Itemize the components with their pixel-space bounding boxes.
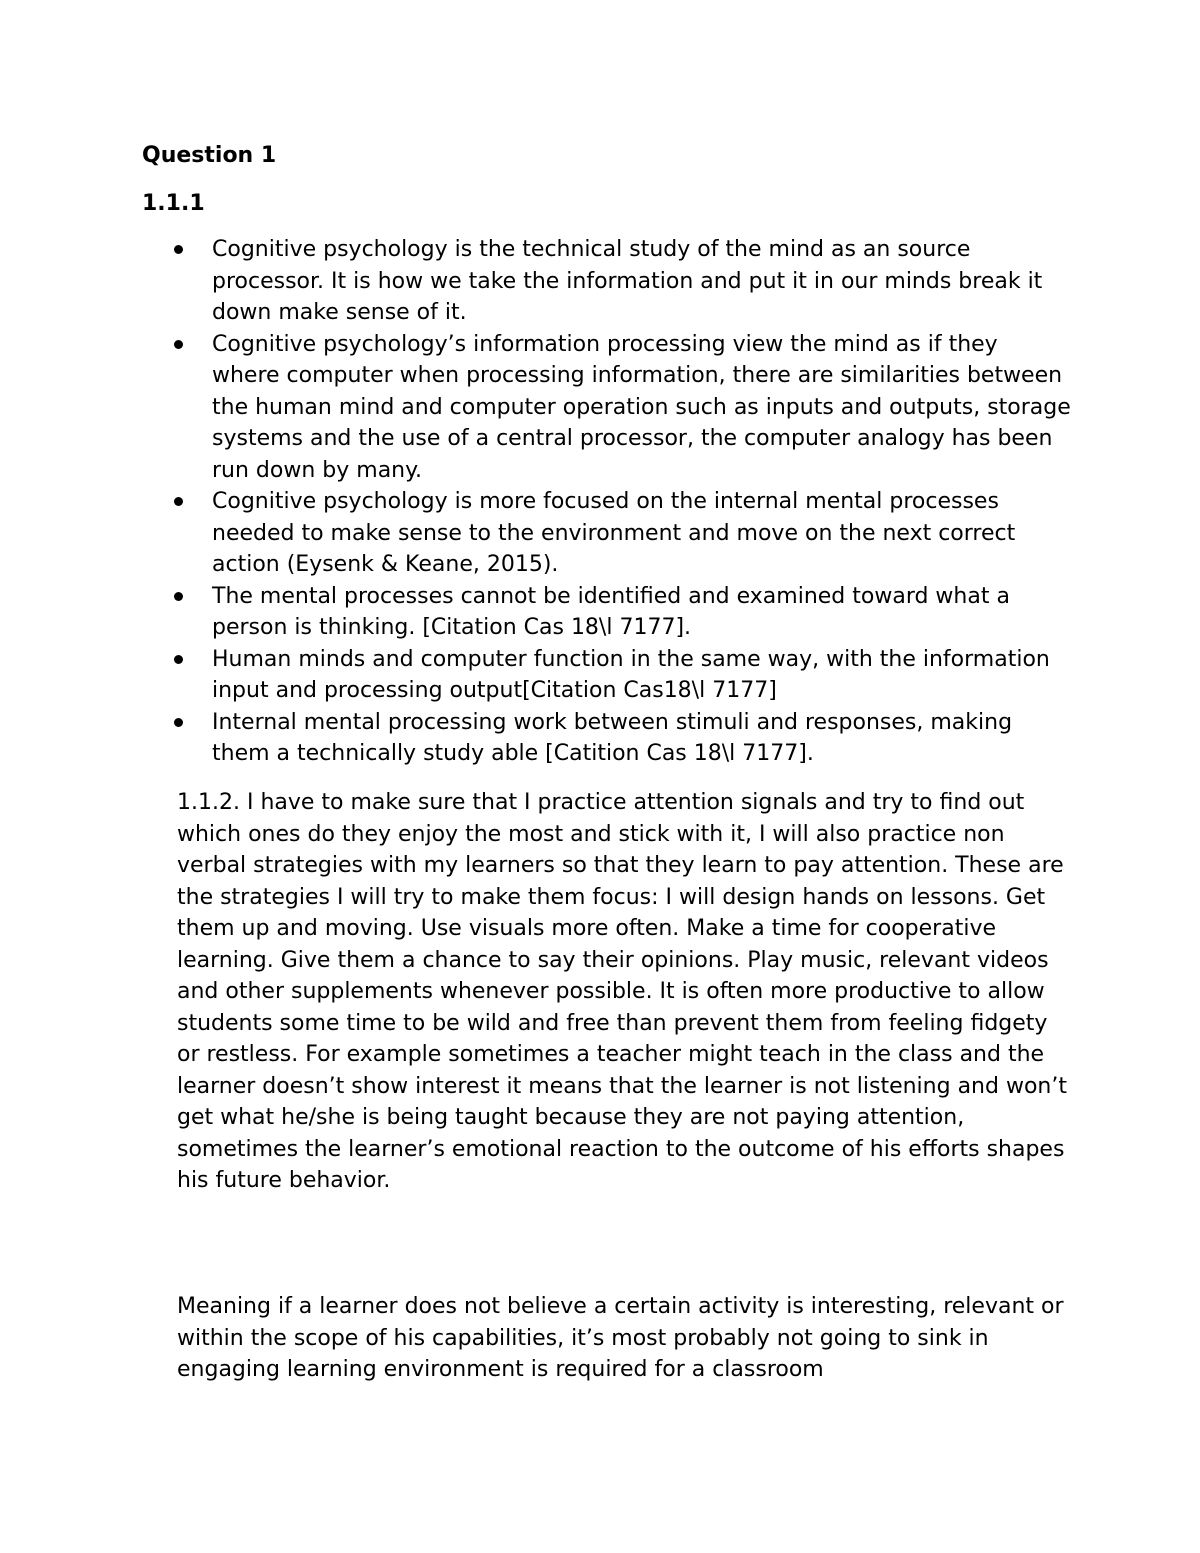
list-item-text: Cognitive psychology is the technical study of the mind as an source processor. It is how we take the information and put it in our minds break it down make sense of it. [212,237,1043,325]
bullet-icon [174,497,183,506]
bullet-icon [174,655,183,664]
list-item [212,707,1072,770]
question-title: Question 1 [142,143,277,168]
list-item-text: Cognitive psychology’s information processing view the mind as if they where computer when processing information, there are similarities between the human mind and computer operation such as inputs and outputs, storage systems and the use of a central processor, the computer analogy has been run down by many. [212,331,1071,483]
section-number: 1.1.1 [142,191,205,216]
bullet-icon [174,340,183,349]
list-item [212,581,1072,644]
list-item [212,644,1072,707]
bullet-icon [174,718,183,727]
paragraph-1-1-2: 1.1.2. I have to make sure that I practice attention signals and try to find out which ones do they enjoy the most and stick with it, I will also practice non verbal strategies with my learners so that they learn to pay attention. These are the strategies I will try to make them focus: I will design hands on lessons. Get them up and moving. Use visuals more often. Make a time for cooperative learning. Give them a chance to say their opinions. Play music, relevant videos and other supplements whenever possible. It is often more productive to allow students some time to be wild and free than prevent them from feeling fidgety or restless. For example sometimes a teacher might teach in the class and the learner doesn’t show interest it means that the learner is not listening and won’t get what he/she is being taught because they are not paying attention, sometimes the learner’s emotional reaction to the outcome of his efforts shapes his future behavior. [177,790,1067,1193]
list-item-text: Internal mental processing work between stimuli and responses, making them a technically study able [Catition Cas 18\l 7177]. [212,709,1013,766]
list-item-text: Human minds and computer function in the same way, with the information input and processing output[Citation Cas18\l 7177] [212,646,1050,703]
bullet-list [212,234,1072,770]
bullet-icon [174,592,183,601]
bullet-icon [174,245,183,254]
list-item [212,486,1072,581]
list-item [212,329,1072,487]
list-item [212,234,1072,329]
paragraph-meaning: Meaning if a learner does not believe a certain activity is interesting, relevant or within the scope of his capabilities, it’s most probably not going to sink in engaging learning environment is required for a classroom [177,1294,1064,1382]
list-item-text: The mental processes cannot be identified and examined toward what a person is thinking. [Citation Cas 18\l 7177]. [212,583,1010,640]
list-item-text: Cognitive psychology is more focused on the internal mental processes needed to make sense to the environment and move on the next correct action (Eysenk & Keane, 2015). [212,489,1016,577]
